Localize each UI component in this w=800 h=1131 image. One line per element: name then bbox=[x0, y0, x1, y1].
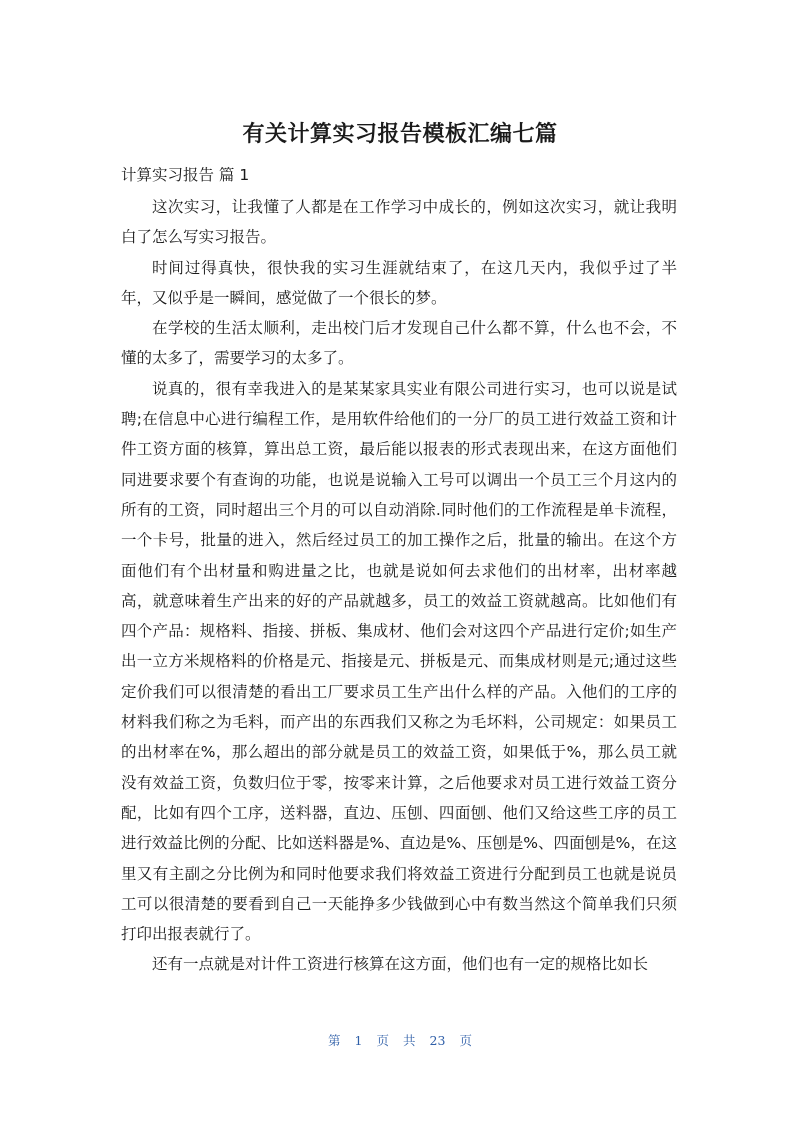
page-footer bbox=[0, 1031, 800, 1049]
footer-label-total: 共 bbox=[403, 1033, 416, 1048]
paragraph: 还有一点就是对计件工资进行核算在这方面，他们也有一定的规格比如长 bbox=[152, 955, 649, 974]
footer-label-total-unit: 页 bbox=[459, 1033, 472, 1048]
footer-label-page-unit: 页 bbox=[376, 1033, 390, 1048]
paragraph: 说真的，很有幸我进入的是某某家具实业有限公司进行实习，也可以说是试聘;在信息中心进行编程工作，是用软件给他们的一分厂的员工进行效益工资和计件工资方面的核算，算出总工资，最后能以报表的形式表现出来，在这方面他们同进要求要个有查询的功能，也说是说输入工号可以调出一个员工三个月这内的所有的工资，同时超出三个月的可以自动消除.同时他们的工作流程是单卡流程，一个卡号，批量的进入，然后经过员工的加工操作之后，批量的输出。在这个方面他们有个出材量和购进量之比，也就是说如何去求他们的出材率，出材率越高，就意味着生产出来的好的产品就越多，员工的效益工资就越高。比如他们有四个产品：规格料、指接、拼板、集成材、他们会对这四个产品进行定价;如生产出一立方米规格料的价格是元、指接是元、拼板是元、而集成材则是元;通过这些定价我们可以很清楚的看出工厂要求员工生产出什么样的产品。入他们的工序的材料我们称之为毛料，而产出的东西我们又称之为毛坏料，公司规定：如果员工的出材率在%，那么超出的部分就是员工的效益工资，如果低于%，那么员工就没有效益工资，负数归位于零，按零来计算，之后他要求对员工进行效益工资分配，比如有四个工序，送料器，直边、压刨、四面刨、他们又给这些工序的员工进行效益比例的分配、比如送料器是%、直边是%、压刨是%、四面刨是%，在这里又有主副之分比例为和同时他要求我们将效益工资进行分配到员工也就是说员工可以很清楚的要看到自己一天能挣多少钱做到心中有数当然这个简单我们只须打印出报表就行了。 bbox=[121, 379, 677, 944]
paragraph: 时间过得真快，很快我的实习生涯就结束了，在这几天内，我似乎过了半年，又似乎是一瞬间，感觉做了一个很长的梦。 bbox=[121, 258, 677, 307]
paragraph: 这次实习，让我懂了人都是在工作学习中成长的，例如这次实习，就让我明白了怎么写实习报告。 bbox=[121, 198, 677, 247]
footer-current-page: 1 bbox=[354, 1033, 363, 1048]
document-body bbox=[121, 192, 677, 980]
section-heading: 计算实习报告 篇 1 bbox=[121, 166, 250, 184]
footer-label-page: 第 bbox=[328, 1033, 341, 1048]
footer-total-pages: 23 bbox=[429, 1033, 446, 1048]
paragraph: 在学校的生活太顺利，走出校门后才发现自己什么都不算，什么也不会，不懂的太多了，需要学习的太多了。 bbox=[121, 319, 677, 368]
document-title: 有关计算实习报告模板汇编七篇 bbox=[242, 122, 558, 147]
